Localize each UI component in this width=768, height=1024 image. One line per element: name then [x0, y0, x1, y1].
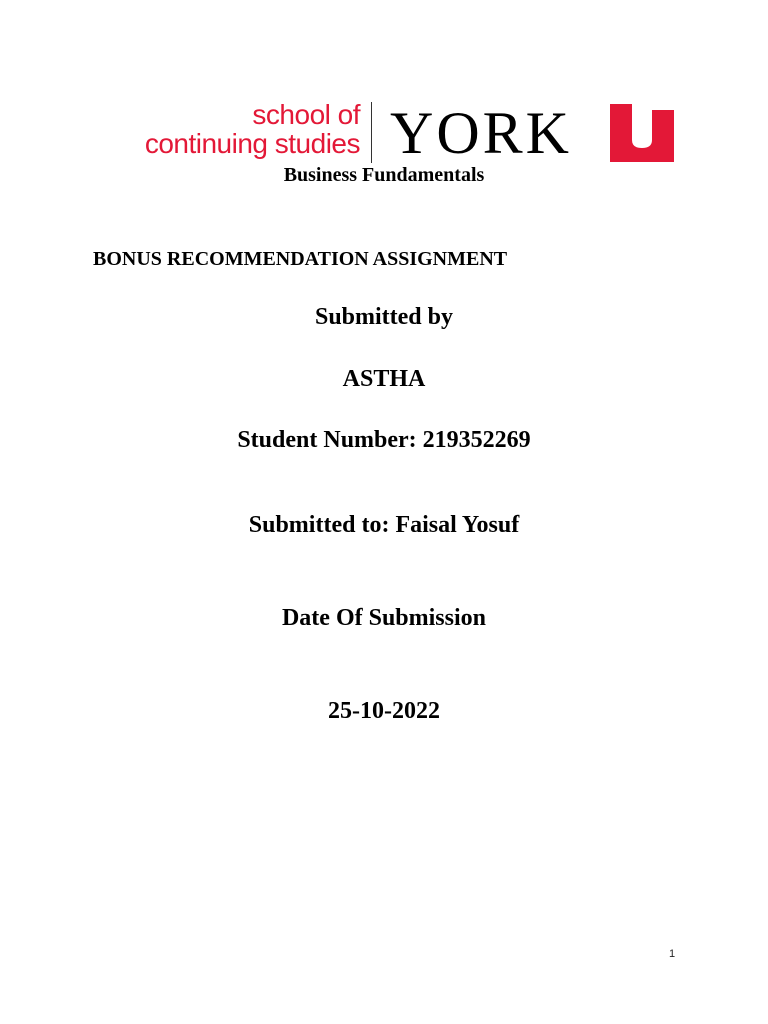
- york-continuing-studies-logo: [92, 100, 676, 166]
- logo-york-text: YORK: [390, 100, 573, 166]
- program-name: Business Fundamentals: [283, 164, 485, 186]
- student-number: Student Number: 219352269: [237, 427, 531, 453]
- logo-divider: [371, 102, 372, 163]
- assignment-title: BONUS RECOMMENDATION ASSIGNMENT: [93, 248, 508, 270]
- student-name: ASTHA: [342, 366, 426, 392]
- submitted-to: Submitted to: Faisal Yosuf: [248, 512, 520, 538]
- logo-school-text: [92, 100, 360, 158]
- date-of-submission-value: 25-10-2022: [328, 698, 440, 724]
- date-of-submission-label: Date Of Submission: [281, 605, 487, 631]
- york-u-logo-icon: [610, 104, 674, 162]
- submitted-by-label: Submitted by: [314, 304, 454, 330]
- logo-school-line1: school of: [252, 99, 360, 130]
- page-number: 1: [668, 948, 676, 960]
- logo-school-line2: continuing studies: [144, 128, 360, 159]
